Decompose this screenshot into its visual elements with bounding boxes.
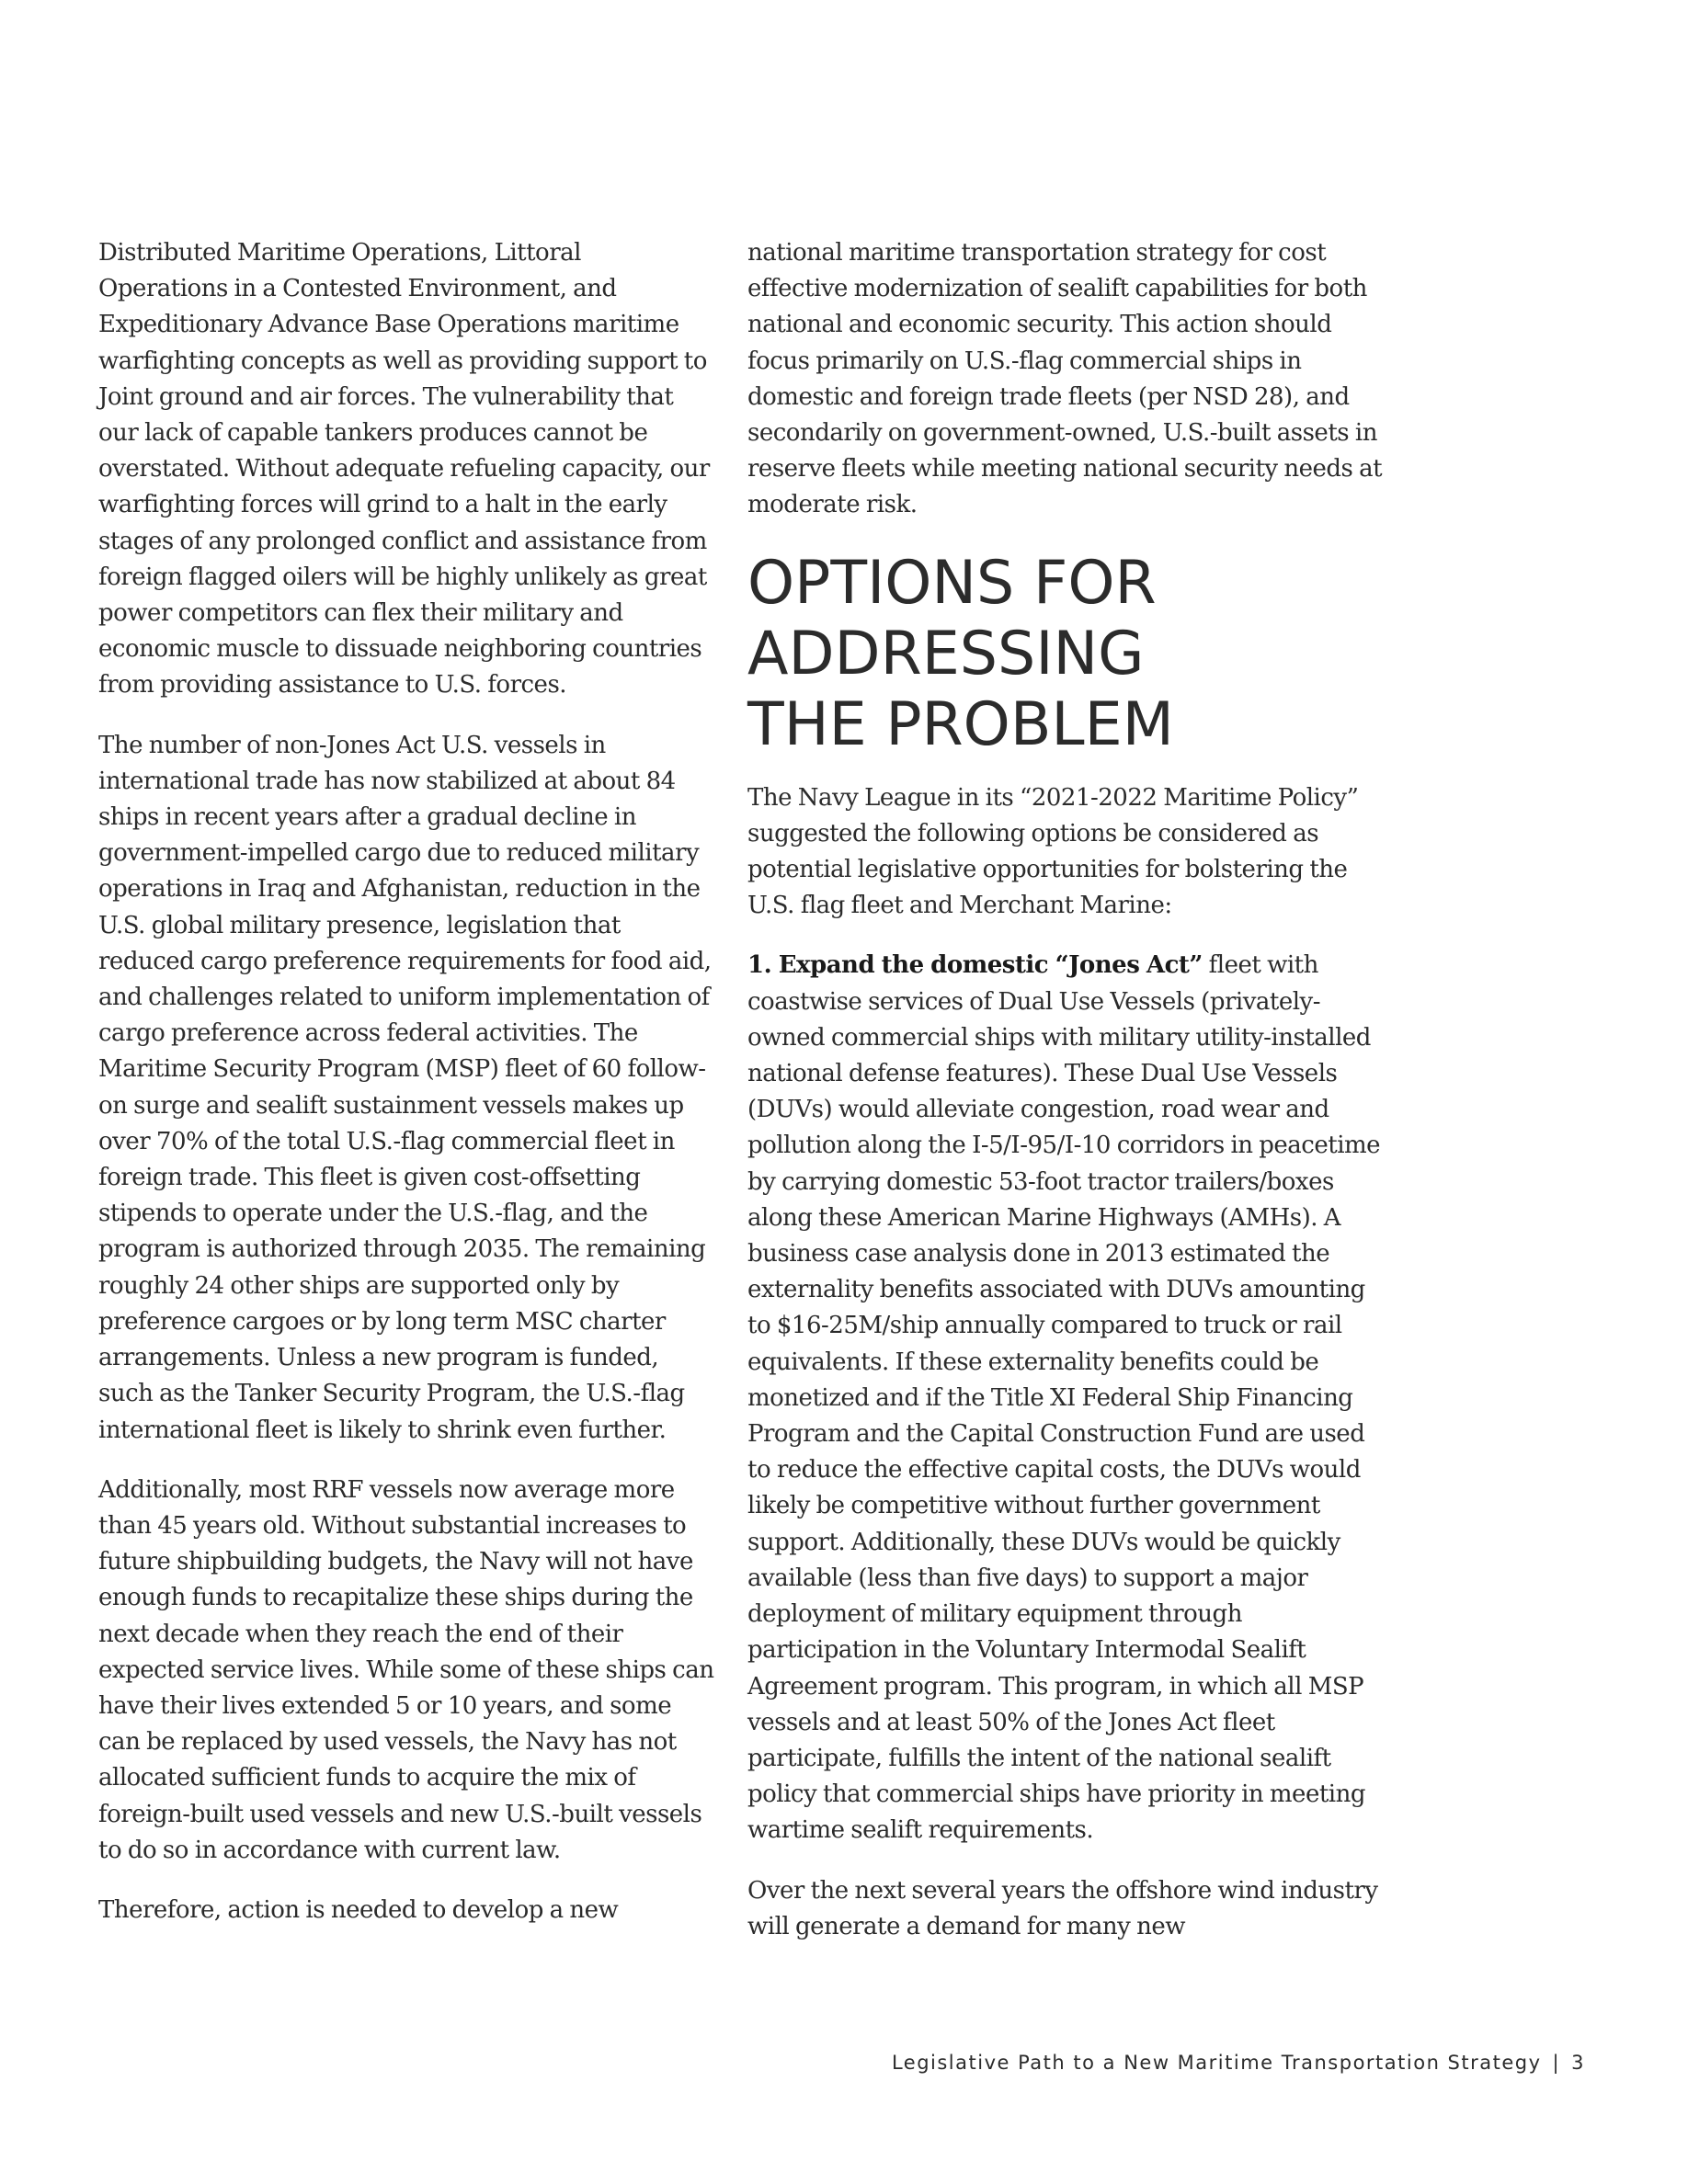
right-column: [747, 235, 1384, 1969]
heading-line: OPTIONS FOR: [747, 548, 1157, 618]
final-paragraph: Over the next several years the offshore wind industry will generate a demand for many new: [747, 1876, 1378, 1940]
section-heading: [747, 548, 1384, 760]
page-number: 3: [1571, 2052, 1585, 2074]
option-1-body: fleet with coastwise services of Dual Use Vessels (privately-owned commercial ships with military utility-installed national defense features). These Dual Use Vessels (DUVs) would alleviate congestion, road wear and pollution along the I-5/I-95/I-10 corridors in peacetime by carrying domestic 53-foot tractor trailers/boxes along these American Marine Highways (AMHs). A business case analysis done in 2013 estimated the externality benefits associated with DUVs amounting to $16-25M/ship annually compared to truck or rail equivalents. If these externality benefits could be monetized and if the Title XI Federal Ship Financing Program and the Capital Construction Fund are used to reduce the effective capital costs, the DUVs would likely be competitive without further government support. Additionally, these DUVs would be quickly available (less than five days) to support a major deployment of military equipment through participation in the Voluntary Intermodal Sealift Agreement program. This program, in which all MSP vessels and at least 50% of the Jones Act fleet participate, fulfills the intent of the national sealift policy that commercial ships have priority in meeting wartime sealift requirements.: [747, 951, 1381, 1845]
body-paragraph: The number of non-Jones Act U.S. vessels in international trade has now stabilized at about 84 ships in recent years after a gradual decline in government-impelled cargo due to reduced military operations in Iraq and Afghanistan, reduction in the U.S. global military presence, legislation that reduced cargo preference requirements for food aid, and challenges related to uniform implementation of cargo preference across federal activities. The Maritime Security Program (MSP) fleet of 60 follow-on surge and sealift sustainment vessels makes up over 70% of the total U.S.-flag commercial fleet in foreign trade. This fleet is given cost-offsetting stipends to operate under the U.S.-flag, and the program is authorized through 2035. The remaining roughly 24 other ships are supported only by preference cargoes or by long term MSC charter arrangements. Unless a new program is funded, such as the Tanker Security Program, the U.S.-flag international fleet is likely to shrink even further.: [98, 731, 712, 1444]
option-1-lead: 1. Expand the domestic “Jones Act”: [747, 951, 1203, 980]
navy-league-paragraph: The Navy League in its “2021-2022 Maritime Policy” suggested the following options be considered as potential legislative opportunities for bolstering the U.S. flag fleet and Merchant Marine:: [747, 783, 1359, 920]
option-1-paragraph: [747, 948, 1384, 1848]
page-footer: [892, 2052, 1585, 2074]
intro-paragraph: national maritime transportation strategy for cost effective modernization of sealift capabilities for both national and economic security. This action should focus primarily on U.S.-flag commercial ships in domestic and foreign trade fleets (per NSD 28), and secondarily on government-owned, U.S.-built assets in reserve fleets while meeting national security needs at moderate risk.: [747, 239, 1383, 519]
footer-separator: |: [1552, 2052, 1561, 2074]
footer-title: Legislative Path to a New Maritime Transportation Strategy: [891, 2052, 1542, 2074]
left-column: [98, 235, 714, 1952]
heading-line: ADDRESSING: [747, 619, 1145, 688]
body-paragraph: Distributed Maritime Operations, Littoral Operations in a Contested Environment, and Expeditionary Advance Base Operations maritime warfighting concepts as well as providing support to Joint ground and air forces. The vulnerability that our lack of capable tankers produces cannot be overstated. Without adequate refueling capacity, our warfighting forces will grind to a halt in the early stages of any prolonged conflict and assistance from foreign flagged oilers will be highly unlikely as great power competitors can flex their military and economic muscle to dissuade neighboring countries from providing assistance to U.S. forces.: [98, 239, 710, 700]
heading-line: THE PROBLEM: [747, 689, 1174, 759]
body-paragraph: Additionally, most RRF vessels now average more than 45 years old. Without substantial increases to future shipbuilding budgets, the Navy will not have enough funds to recapitalize these ships during the next decade when they reach the end of their expected service lives. While some of these ships can have their lives extended 5 or 10 years, and some can be replaced by used vessels, the Navy has not allocated sufficient funds to acquire the mix of foreign-built used vessels and new U.S.-built vessels to do so in accordance with current law.: [98, 1475, 714, 1864]
body-paragraph: Therefore, action is needed to develop a new: [98, 1895, 619, 1924]
